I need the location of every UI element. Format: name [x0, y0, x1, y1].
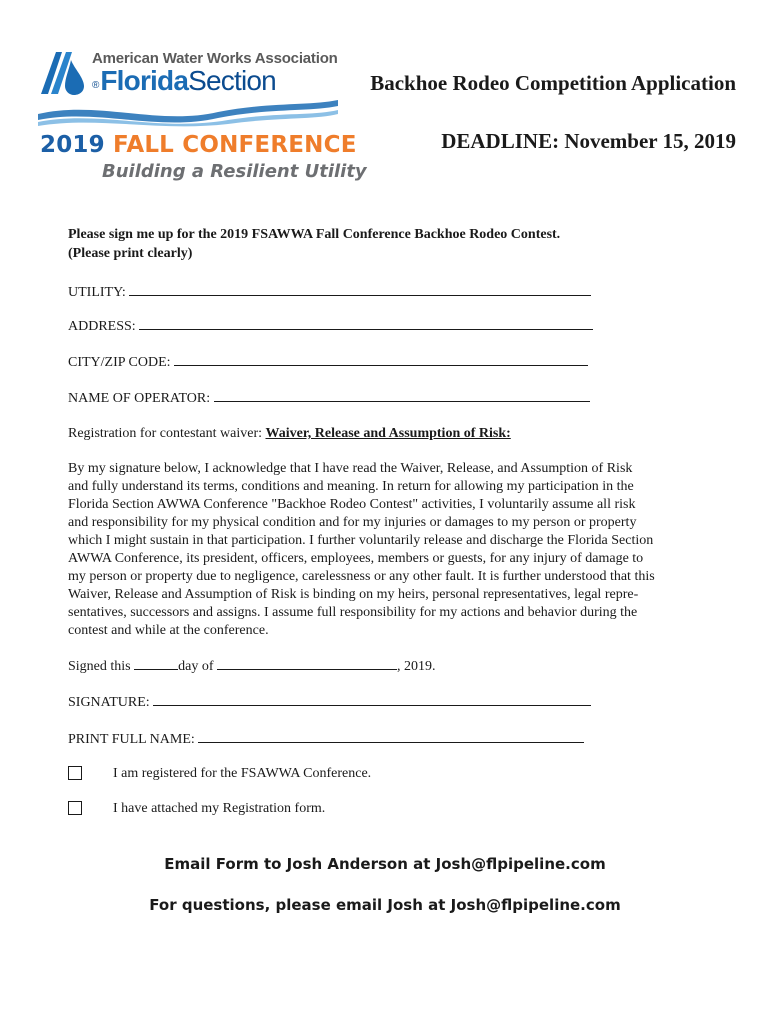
signature-label: SIGNATURE: — [68, 695, 150, 710]
registered-checkbox-label: I am registered for the FSAWWA Conference. — [113, 766, 372, 781]
print-clearly-note: (Please print clearly) — [68, 246, 193, 261]
print-name-row — [68, 730, 584, 749]
registered-checkbox[interactable] — [68, 766, 82, 780]
operator-row — [68, 389, 590, 408]
print-name-input-line[interactable] — [198, 730, 584, 743]
signature-row — [68, 693, 591, 712]
signed-this-label: Signed this — [68, 659, 131, 674]
city-zip-input-line[interactable] — [174, 353, 588, 366]
waiver-line: and fully understand its terms, conditions and meaning. In return for allowing my participation in the — [68, 479, 634, 494]
signup-statement: Please sign me up for the 2019 FSAWWA Fall Conference Backhoe Rodeo Contest. — [68, 227, 561, 242]
attached-form-checkbox-label: I have attached my Registration form. — [113, 801, 326, 816]
waiver-line: By my signature below, I acknowledge that I have read the Waiver, Release, and Assumption of Risk — [68, 461, 633, 476]
waiver-line: sentatives, successors and assigns. I assume full responsibility for my actions and behavior during the — [68, 605, 638, 620]
waiver-text — [68, 460, 708, 640]
questions-instruction: For questions, please email Josh at Josh@flpipeline.com — [149, 896, 621, 914]
conference-banner — [40, 132, 357, 158]
utility-input-line[interactable] — [129, 283, 591, 296]
waiver-heading-prefix: Registration for contestant waiver: — [68, 426, 266, 441]
waiver-line: Florida Section AWWA Conference "Backhoe Rodeo Contest" activities, I voluntarily assume all risk — [68, 497, 636, 512]
conference-year: 2019 — [40, 132, 105, 158]
signed-year-label: , 2019. — [397, 659, 436, 674]
florida-text: Florida — [100, 65, 189, 96]
email-instruction: Email Form to Josh Anderson at Josh@flpipeline.com — [164, 855, 606, 873]
operator-input-line[interactable] — [214, 389, 590, 402]
section-text: Section — [188, 65, 276, 96]
print-name-label: PRINT FULL NAME: — [68, 732, 195, 747]
waiver-line: which I might sustain in that participation. I further voluntarily release and discharge the Florida Section — [68, 533, 654, 548]
water-drop-icon — [38, 48, 90, 96]
address-input-line[interactable] — [139, 317, 593, 330]
logo-stroke-3 — [65, 60, 84, 95]
city-zip-label: CITY/ZIP CODE: — [68, 355, 171, 370]
utility-row — [68, 283, 591, 302]
signature-input-line[interactable] — [153, 693, 591, 706]
utility-label: UTILITY: — [68, 285, 126, 300]
page-title: Backhoe Rodeo Competition Application — [370, 71, 736, 95]
day-of-label: day of — [178, 659, 214, 674]
waiver-line: Waiver, Release and Assumption of Risk is binding on my heirs, personal representatives, legal repre- — [68, 587, 639, 602]
waiver-line: and responsibility for my physical condition and for my injuries or damages to my person or property — [68, 515, 637, 530]
address-row — [68, 317, 593, 336]
waiver-line: my person or property due to negligence, carelessness or any other fault. It is further understood that this — [68, 569, 655, 584]
wave-swoosh-graphic — [38, 96, 338, 132]
waiver-line: AWWA Conference, its president, officers, employees, members or guests, for any injury of damage to — [68, 551, 644, 566]
signed-month-input-line[interactable] — [217, 657, 397, 670]
deadline-heading: DEADLINE: November 15, 2019 — [441, 129, 736, 153]
org-name: American Water Works Association — [92, 50, 338, 67]
conference-title: FALL CONFERENCE — [113, 132, 357, 158]
city-zip-row — [68, 353, 588, 372]
signed-day-input-line[interactable] — [134, 657, 178, 670]
registered-mark: ® — [92, 80, 100, 91]
waiver-title: Waiver, Release and Assumption of Risk: — [265, 426, 511, 441]
conference-tagline: Building a Resilient Utility — [102, 161, 367, 182]
waiver-line: contest and while at the conference. — [68, 623, 269, 638]
address-label: ADDRESS: — [68, 319, 136, 334]
waiver-heading — [68, 425, 511, 443]
operator-label: NAME OF OPERATOR: — [68, 391, 211, 406]
signed-date-row — [68, 657, 436, 676]
attached-form-checkbox[interactable] — [68, 801, 82, 815]
